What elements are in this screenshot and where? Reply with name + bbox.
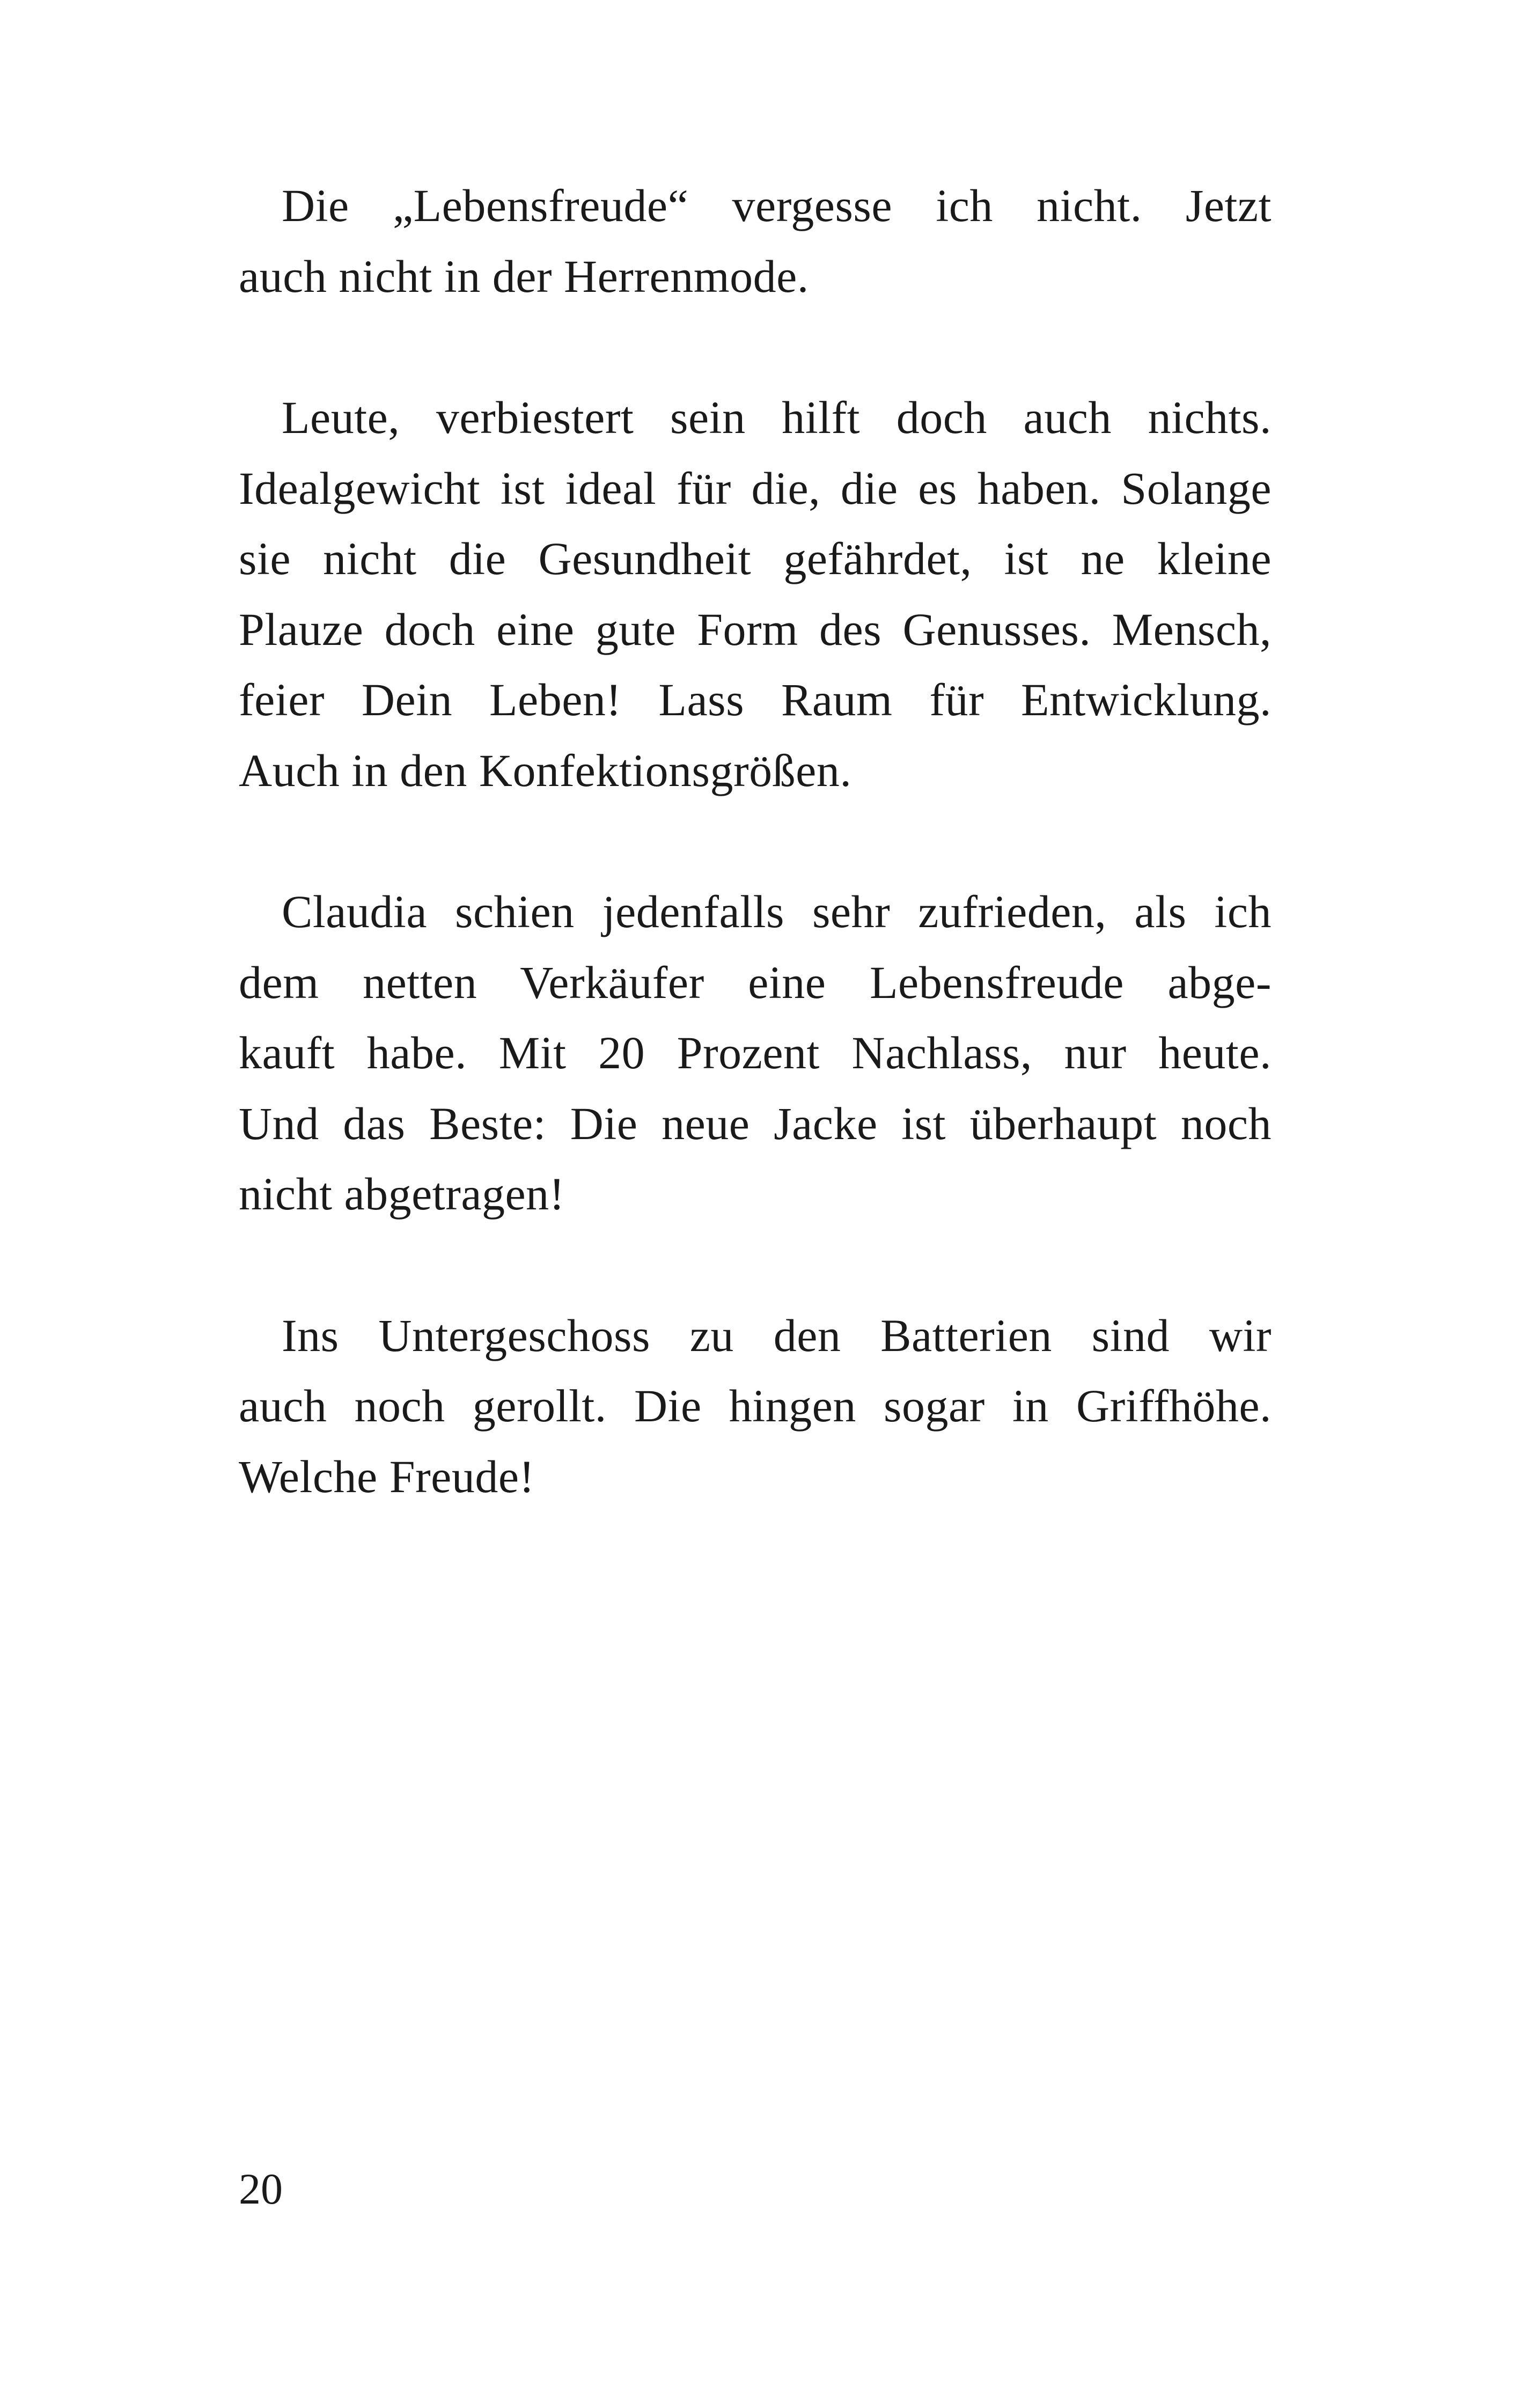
text-line: Die „Lebensfreude“ vergesse ich nicht. Jetzt	[282, 180, 1272, 231]
page-number: 20	[239, 2164, 283, 2213]
text-line: sie nicht die Gesundheit gefährdet, ist ne kleine	[239, 533, 1272, 584]
text-line: Plauze doch eine gute Form des Genusses. Mensch,	[239, 603, 1272, 655]
text-line: Claudia schien jedenfalls sehr zufrieden, als ich	[282, 886, 1272, 937]
text-line: dem netten Verkäufer eine Lebensfreude abge-	[239, 956, 1272, 1008]
text-line: kauft habe. Mit 20 Prozent Nachlass, nur heute.	[239, 1027, 1272, 1078]
paragraph-2	[239, 383, 1272, 806]
text-line: Auch in den Konfektionsgrößen.	[239, 744, 852, 796]
text-line: Idealgewicht ist ideal für die, die es haben. Solange	[239, 462, 1272, 514]
text-line: nicht abgetragen!	[239, 1168, 565, 1220]
text-line: Und das Beste: Die neue Jacke ist überhaupt noch	[239, 1097, 1272, 1149]
paragraph-3	[239, 877, 1272, 1230]
text-line: auch noch gerollt. Die hingen sogar in Griffhöhe.	[239, 1380, 1272, 1431]
text-line: Welche Freude!	[239, 1450, 535, 1502]
paragraph-4	[239, 1301, 1272, 1513]
text-line: Leute, verbiestert sein hilft doch auch nichts.	[282, 392, 1272, 443]
text-line: auch nicht in der Herrenmode.	[239, 250, 809, 302]
paragraph-1	[239, 171, 1272, 312]
text-line: Ins Untergeschoss zu den Batterien sind wir	[282, 1309, 1272, 1361]
body-text	[239, 171, 1272, 1583]
text-line: feier Dein Leben! Lass Raum für Entwicklung.	[239, 674, 1272, 725]
